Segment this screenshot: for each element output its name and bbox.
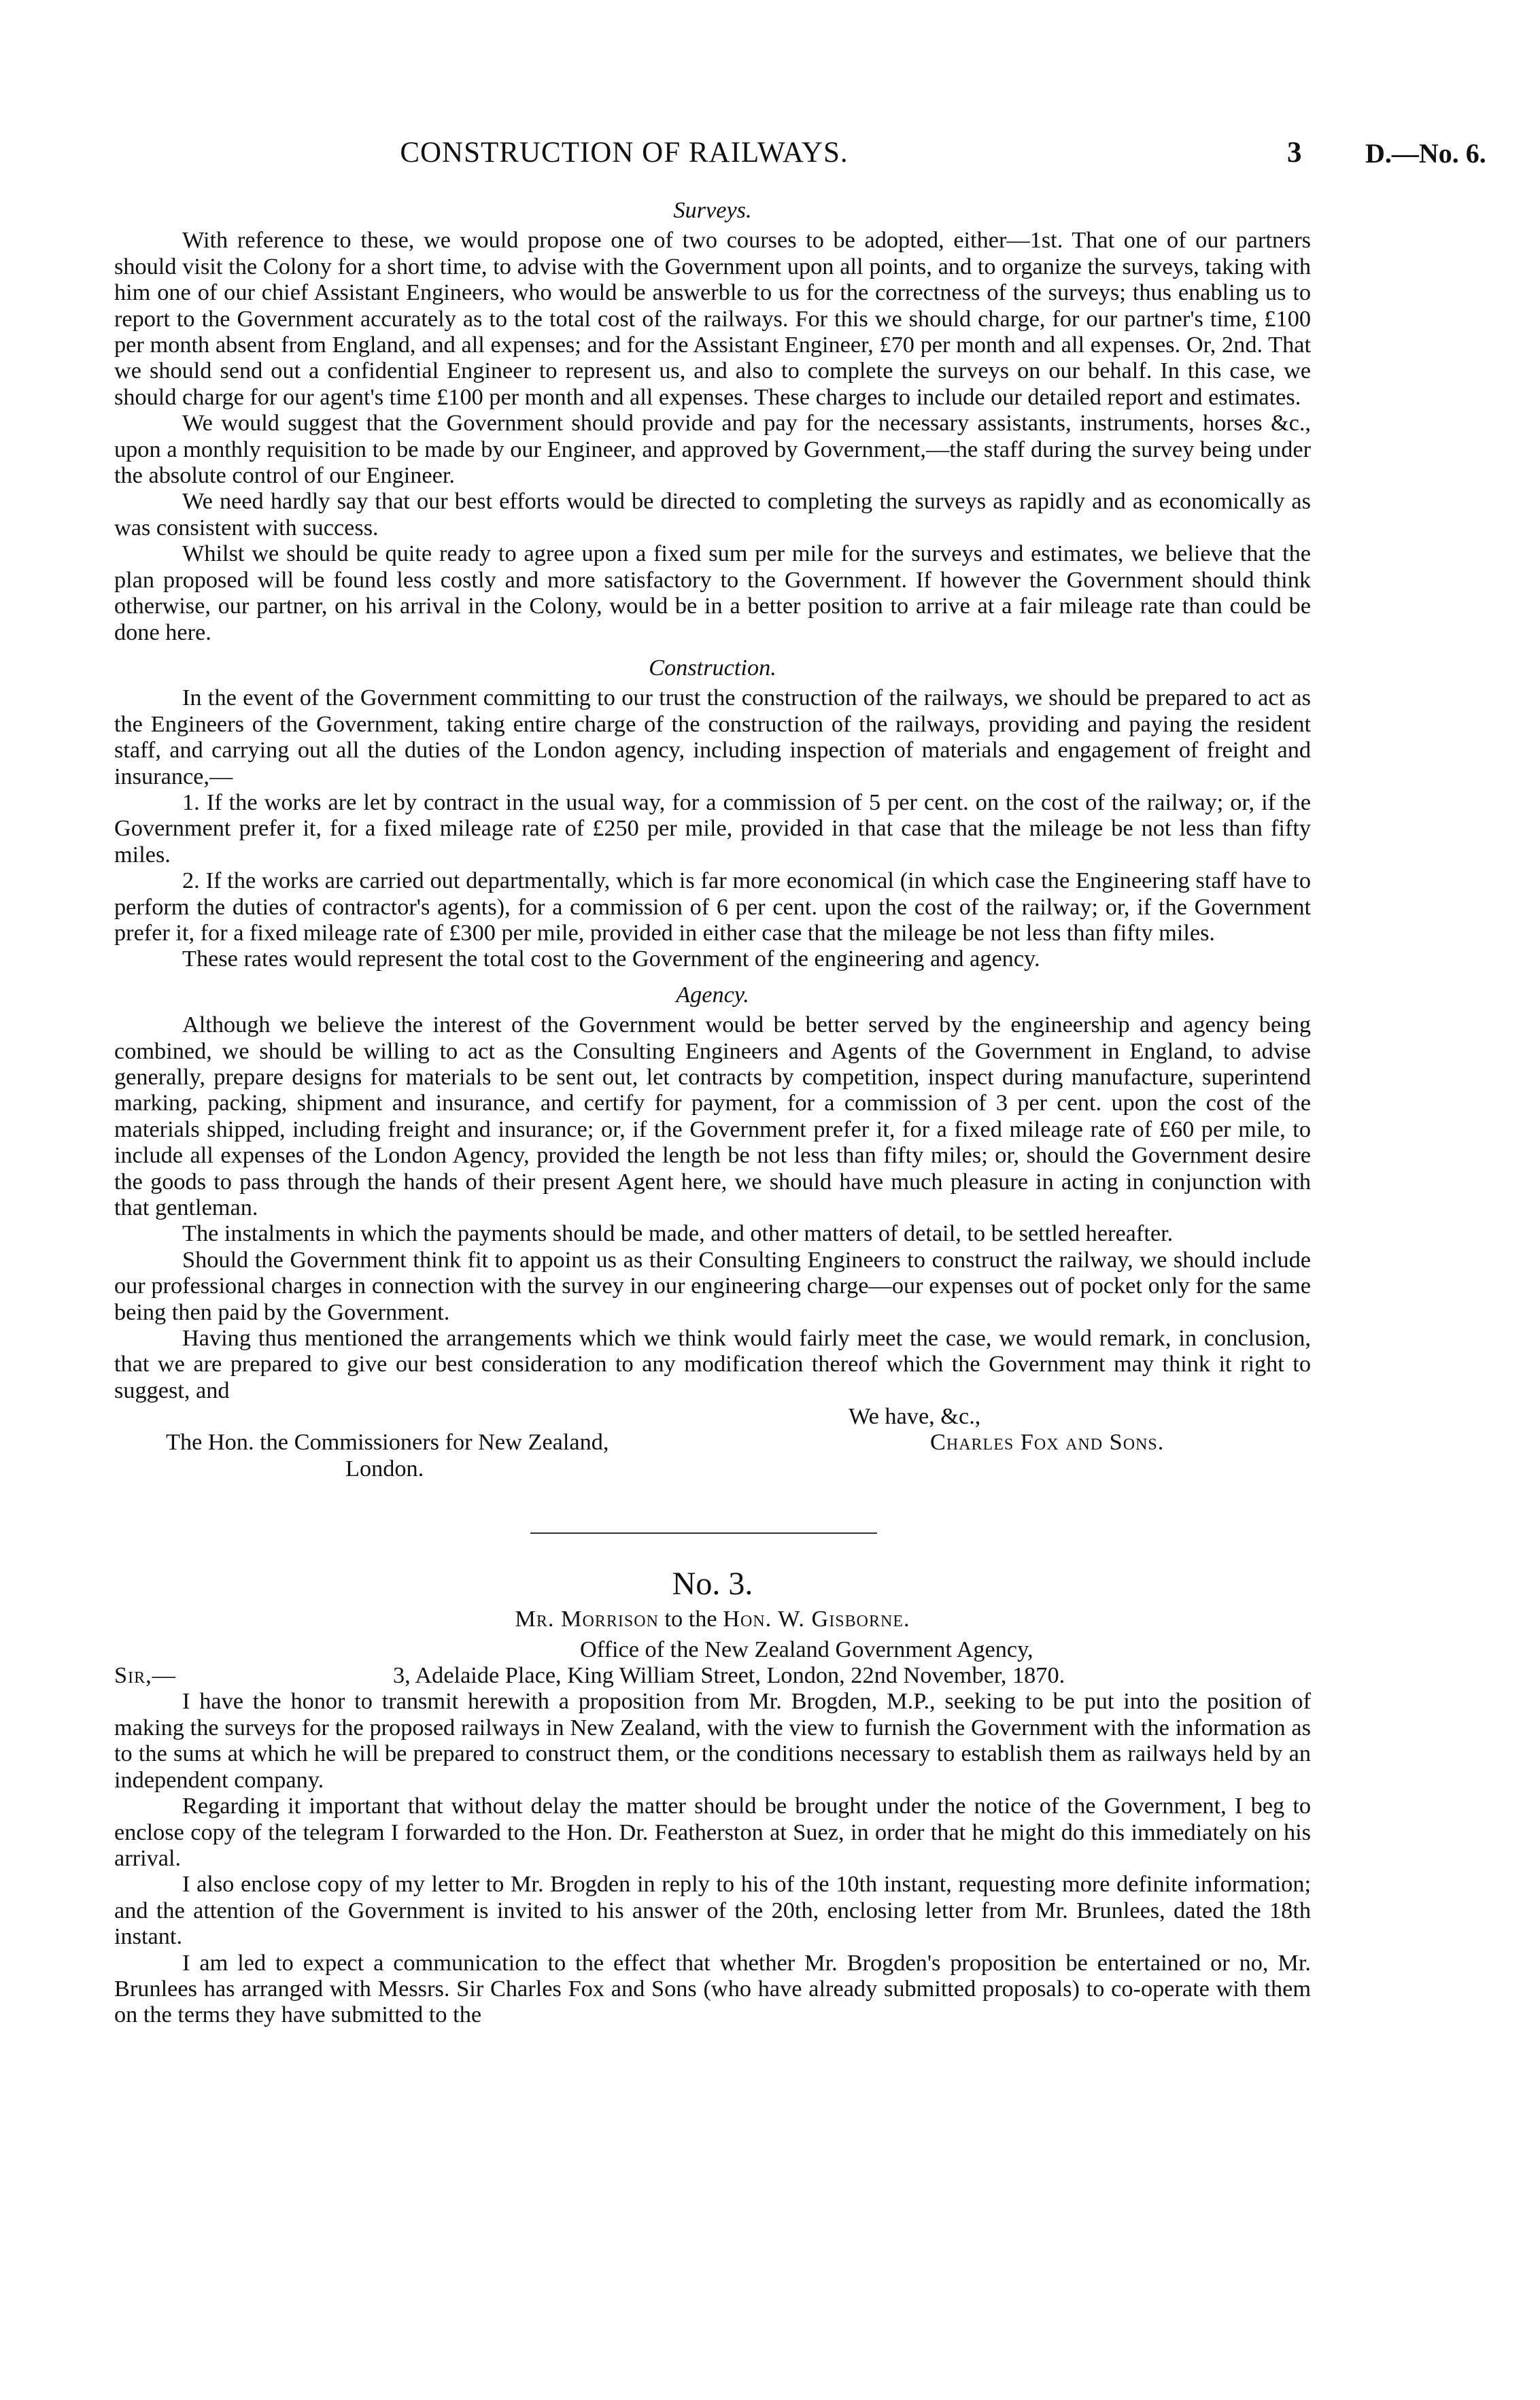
paragraph: We need hardly say that our best efforts would be directed to completing the surveys as rapidly and as economically as was consistent with success. — [114, 488, 1311, 541]
letter-address: 3, Adelaide Place, King William Street, London, 22nd November, 1870. — [393, 1662, 1065, 1689]
section-heading-construction: Construction. — [649, 654, 776, 681]
paragraph: The instalments in which the payments should be made, and other matters of detail, to be settled hereafter. — [182, 1220, 1174, 1247]
section-heading-agency: Agency. — [676, 981, 749, 1008]
section-divider — [530, 1532, 877, 1534]
paragraph: In the event of the Government committing to our trust the construction of the railways, we should be prepared to act as the Engineers of the Government, taking entire charge of the construction of the railways, providing and paying the resident staff, and carrying out all the duties of the London agency, including inspection of materials and engagement of freight and insurance,— — [114, 685, 1311, 789]
paragraph: 1. If the works are let by contract in the usual way, for a commission of 5 per cent. on the cost of the railway; or, if the Government prefer it, for a fixed mileage rate of £250 per mile, provided in that case that the mileage be not less than fifty miles. — [114, 789, 1311, 868]
section-heading-surveys: Surveys. — [673, 197, 752, 223]
letter-from-to — [114, 1606, 1311, 1632]
letter-recipient: Hon. W. Gisborne. — [723, 1606, 910, 1632]
letter-address-line — [114, 1662, 1311, 1688]
paragraph: These rates would represent the total cost to the Government of the engineering and agency. — [182, 946, 1040, 972]
signatory: Charles Fox and Sons. — [930, 1429, 1165, 1456]
paragraph: With reference to these, we would propose one of two courses to be adopted, either—1st. That one of our partners should visit the Colony for a short time, to advise with the Government upon all points, and to organize the surveys, taking with him one of our chief Assistant Engineers, who would be answerble to us for the correctness of the surveys; thus enabling us to report to the Government accurately as to the total cost of the railways. For this we should charge, for our partner's time, £100 per month absent from England, and all expenses; and for the Assistant Engineer, £70 per month and all expenses. Or, 2nd. That we should send out a confidential Engineer to represent us, and also to complete the surveys on our behalf. In this case, we should charge for our agent's time £100 per month and all expenses. These charges to include our detailed report and estimates. — [114, 227, 1311, 410]
paragraph: Should the Government think fit to appoint us as their Consulting Engineers to construct the railway, we should include our professional charges in connection with the survey in our engineering charge—our expenses out of pocket only for the same being then paid by the Government. — [114, 1246, 1311, 1325]
paragraph: Whilst we should be quite ready to agree upon a fixed sum per mile for the surveys and estimates, we believe that the plan proposed will be found less costly and more satisfactory to the Government. If however the Government should think otherwise, our partner, on his arrival in the Colony, would be in a better position to arrive at a fair mileage rate than could be done here. — [114, 541, 1311, 645]
paragraph: I have the honor to transmit herewith a proposition from Mr. Brogden, M.P., seeking to be put into the position of making the surveys for the proposed railways in New Zealand, with the view to furnish the Government with the information as to the sums at which he will be prepared to construct them, or the conditions necessary to establish them as railways held by an independent company. — [114, 1688, 1311, 1793]
letter-office: Office of the New Zealand Government Agency, — [580, 1636, 1033, 1662]
paragraph: Regarding it important that without delay the matter should be brought under the notice of the Government, I beg to enclose copy of the telegram I forwarded to the Hon. Dr. Featherston at Suez, in order that he might do this immediately on his arrival. — [114, 1793, 1311, 1871]
paragraph: I also enclose copy of my letter to Mr. Brogden in reply to his of the 10th instant, requesting more definite information; and the attention of the Government is invited to his answer of the 20th, enclosing letter from Mr. Brunlees, dated the 18th instant. — [114, 1871, 1311, 1950]
closing-line: We have, &c., — [849, 1403, 981, 1430]
letter-to-word: to the — [664, 1606, 717, 1632]
document-reference: D.—No. 6. — [1365, 138, 1486, 169]
signature-block — [114, 1403, 1311, 1505]
letter-sender: Mr. Morrison — [515, 1606, 659, 1632]
addressee-city: London. — [345, 1456, 424, 1482]
running-title: CONSTRUCTION OF RAILWAYS. — [400, 137, 849, 169]
paragraph: I am led to expect a communication to the effect that whether Mr. Brogden's proposition be entertained or no, Mr. Brunlees has arranged with Messrs. Sir Charles Fox and Sons (who have already submitted proposals) to co-operate with them on the terms they have submitted to the — [114, 1949, 1311, 2028]
paragraph: 2. If the works are carried out departmentally, which is far more economical (in which case the Engineering staff have to perform the duties of contractor's agents), for a commission of 6 per cent. upon the cost of the railway; or, if the Government prefer it, for a fixed mileage rate of £300 per mile, provided in either case that the mileage be not less than fifty miles. — [114, 868, 1311, 946]
paragraph: Having thus mentioned the arrangements which we think would fairly meet the case, we would remark, in conclusion, that we are prepared to give our best consideration to any modification thereof which the Government may think it right to suggest, and — [114, 1325, 1311, 1403]
page-body — [114, 197, 1311, 2028]
paragraph: Although we believe the interest of the Government would be better served by the engineership and agency being combined, we should be willing to act as the Consulting Engineers and Agents of the Government in England, to advise generally, prepare designs for materials to be sent out, let contracts by competition, inspect during manufacture, superintend marking, packing, shipment and insurance, and certify for payment, for a commission of 3 per cent. upon the cost of the materials shipped, including freight and insurance; or, if the Government prefer it, for a fixed mileage rate of £60 per mile, to include all expenses of the London Agency, provided the length be not less than fifty miles; or, should the Government desire the goods to pass through the hands of their present Agent here, we should have much pleasure in acting in conjunction with that gentleman. — [114, 1012, 1311, 1221]
letter-number: No. 3. — [672, 1566, 753, 1602]
page-number: 3 — [1287, 137, 1302, 169]
salutation: Sir,— — [114, 1662, 176, 1689]
paragraph: We would suggest that the Government should provide and pay for the necessary assistants, instruments, horses &c., upon a monthly requisition to be made by our Engineer, and approved by Government,—the staff during the survey being under the absolute control of our Engineer. — [114, 410, 1311, 489]
page-header — [114, 136, 1486, 177]
addressee: The Hon. the Commissioners for New Zealand, — [166, 1429, 609, 1456]
